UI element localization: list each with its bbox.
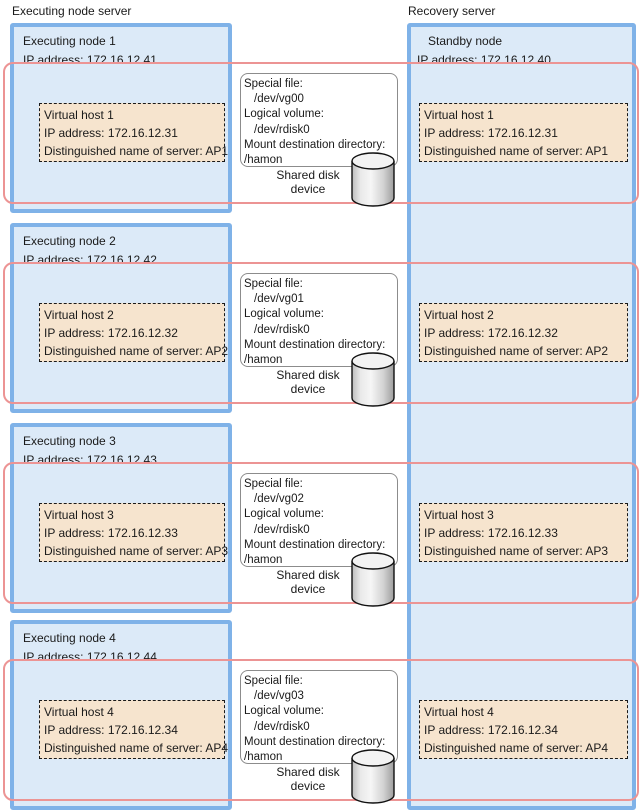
special-file-line: Logical volume: <box>244 508 324 521</box>
shared-disk-label: Shared disk device <box>276 568 340 596</box>
virtual-host-ip: IP address: 172.16.12.34 <box>44 723 178 737</box>
virtual-host-title: Virtual host 3 <box>44 508 114 522</box>
virtual-host-server: Distinguished name of server: AP1 <box>424 144 609 158</box>
virtual-host-box-standby <box>419 303 628 362</box>
shared-disk-label: Shared disk device <box>276 168 340 196</box>
special-file-line: Logical volume: <box>244 308 324 321</box>
executing-node-ip: IP address: 172.16.12.43 <box>23 453 157 467</box>
executing-node-title: Executing node 3 <box>23 434 116 448</box>
special-file-line: /hamon <box>244 354 283 367</box>
virtual-host-box-executing <box>39 700 229 759</box>
special-file-line: Special file: <box>244 278 303 290</box>
virtual-host-server: Distinguished name of server: AP3 <box>44 544 229 558</box>
virtual-host-ip: IP address: 172.16.12.33 <box>44 526 178 540</box>
virtual-host-box-executing <box>39 503 229 562</box>
executing-node-ip: IP address: 172.16.12.42 <box>23 253 157 267</box>
virtual-host-box-executing <box>39 103 229 162</box>
virtual-host-ip: IP address: 172.16.12.32 <box>424 326 558 340</box>
virtual-host-title: Virtual host 2 <box>44 308 114 322</box>
virtual-host-ip: IP address: 172.16.12.31 <box>424 126 558 140</box>
virtual-host-box-standby <box>419 503 628 562</box>
shared-disk-label: Shared disk device <box>276 368 340 396</box>
special-file-line: Special file: <box>244 478 303 490</box>
standby-node-ip: IP address: 172.16.12.40 <box>417 53 551 67</box>
executing-node-ip: IP address: 172.16.12.41 <box>23 53 157 67</box>
shared-disk-label: Shared disk device <box>276 765 340 793</box>
special-file-line: Special file: <box>244 78 303 90</box>
special-file-line: Mount destination directory: <box>244 538 386 551</box>
virtual-host-ip: IP address: 172.16.12.34 <box>424 723 558 737</box>
special-file-line: Mount destination directory: <box>244 735 386 748</box>
special-file-line: /dev/vg03 <box>254 690 304 703</box>
shared-disk-cylinder-icon <box>350 351 396 407</box>
special-file-line: Logical volume: <box>244 705 324 718</box>
shared-disk-cylinder-icon <box>350 748 396 804</box>
virtual-host-title: Virtual host 4 <box>44 705 114 719</box>
virtual-host-server: Distinguished name of server: AP4 <box>424 741 609 755</box>
virtual-host-server: Distinguished name of server: AP4 <box>44 741 229 755</box>
virtual-host-box-standby <box>419 700 628 759</box>
special-file-line: Logical volume: <box>244 108 324 121</box>
virtual-host-title: Virtual host 3 <box>424 508 494 522</box>
special-file-line: /dev/vg02 <box>254 493 304 506</box>
virtual-host-ip: IP address: 172.16.12.32 <box>44 326 178 340</box>
special-file-line: /dev/rdisk0 <box>254 323 310 336</box>
special-file-line: /dev/vg00 <box>254 93 304 106</box>
standby-node-title: Standby node <box>428 34 503 48</box>
virtual-host-ip: IP address: 172.16.12.33 <box>424 526 558 540</box>
special-file-line: Special file: <box>244 675 303 687</box>
virtual-host-server: Distinguished name of server: AP1 <box>44 144 229 158</box>
special-file-line: /dev/rdisk0 <box>254 523 310 536</box>
recovery-server-label: Recovery server <box>408 4 496 18</box>
special-file-line: Mount destination directory: <box>244 338 386 351</box>
executing-node-ip: IP address: 172.16.12.44 <box>23 650 157 664</box>
virtual-host-title: Virtual host 1 <box>44 108 114 122</box>
virtual-host-server: Distinguished name of server: AP3 <box>424 544 609 558</box>
virtual-host-server: Distinguished name of server: AP2 <box>44 344 229 358</box>
virtual-host-title: Virtual host 4 <box>424 705 494 719</box>
virtual-host-box-standby <box>419 103 628 162</box>
special-file-line: /hamon <box>244 154 283 167</box>
special-file-line: /hamon <box>244 751 283 764</box>
virtual-host-title: Virtual host 1 <box>424 108 494 122</box>
special-file-line: Mount destination directory: <box>244 138 386 151</box>
special-file-line: /hamon <box>244 554 283 567</box>
virtual-host-box-executing <box>39 303 229 362</box>
virtual-host-title: Virtual host 2 <box>424 308 494 322</box>
special-file-line: /dev/rdisk0 <box>254 123 310 136</box>
executing-server-label: Executing node server <box>12 4 132 18</box>
executing-node-title: Executing node 2 <box>23 234 116 248</box>
shared-disk-cylinder-icon <box>350 551 396 607</box>
executing-node-title: Executing node 4 <box>23 631 116 645</box>
shared-disk-cylinder-icon <box>350 151 396 207</box>
virtual-host-ip: IP address: 172.16.12.31 <box>44 126 178 140</box>
virtual-host-server: Distinguished name of server: AP2 <box>424 344 609 358</box>
special-file-line: /dev/rdisk0 <box>254 720 310 733</box>
special-file-line: /dev/vg01 <box>254 293 304 306</box>
executing-node-title: Executing node 1 <box>23 34 116 48</box>
